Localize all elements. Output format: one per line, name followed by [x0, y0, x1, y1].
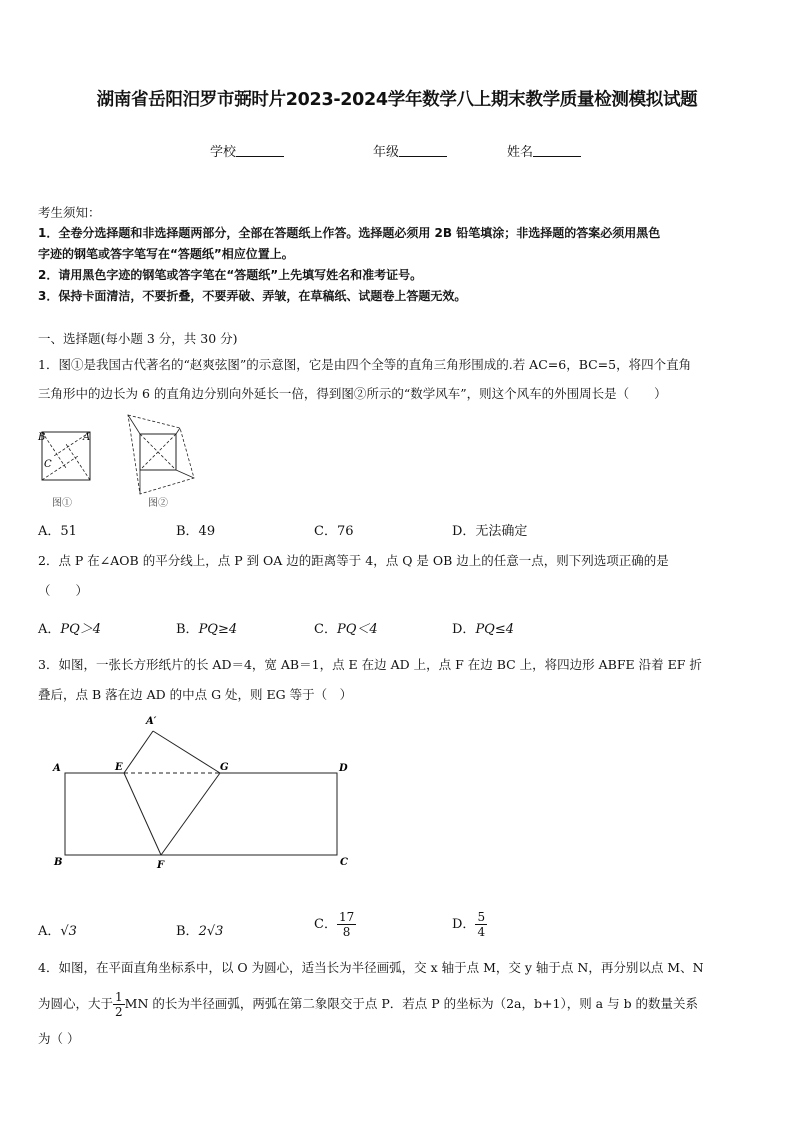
q1-option-b[interactable]: B．49: [176, 524, 216, 539]
q3-option-a[interactable]: [38, 920, 77, 939]
q4-line-2: [38, 990, 698, 1019]
q1-option-c[interactable]: C．76: [314, 524, 354, 539]
name-label: 姓名: [507, 145, 534, 160]
grade-field: [373, 141, 447, 160]
q3-option-c-letter: C．: [314, 917, 337, 932]
notice-heading: 考生须知：: [38, 205, 101, 220]
notice-item-3: 3．保持卡面清洁，不要折叠，不要弄破、弄皱，在草稿纸、试题卷上答题无效。: [38, 289, 467, 303]
q2-line-1: 2．点 P 在∠AOB 的平分线上，点 P 到 OA 边的距离等于 4，点 Q 是 OB 边上的任意一点，则下列选项正确的是: [38, 553, 669, 568]
q3-label-D: D: [339, 763, 348, 774]
q3-option-d-denominator: 4: [477, 925, 486, 939]
q3-label-B: B: [54, 857, 63, 868]
school-label: 学校: [210, 145, 237, 160]
q3-option-d-letter: D．: [452, 917, 476, 932]
q3-label-F: F: [157, 860, 165, 871]
grade-blank[interactable]: [399, 144, 447, 157]
q3-option-d-numerator: 5: [477, 910, 486, 924]
name-field: [507, 141, 581, 160]
school-blank[interactable]: [236, 144, 284, 157]
q4-half-denominator: 2: [115, 1005, 123, 1019]
q3-option-d[interactable]: [452, 910, 487, 939]
q2-option-c-math: PQ＜4: [336, 622, 378, 637]
q4-half-fraction: [113, 990, 125, 1019]
q2-option-b[interactable]: [176, 618, 237, 637]
q4-half-numerator: 1: [115, 990, 123, 1004]
q3-option-a-math: √3: [60, 924, 77, 939]
q4-line-3: 为（ ）: [38, 1031, 80, 1046]
q1-line-2: 三角形中的边长为 6 的直角边分别向外延长一倍，得到图②所示的“数学风车”，则这个风车的外围周长是（ ）: [38, 386, 667, 401]
q3-option-b-math: 2√3: [198, 924, 224, 939]
q2-option-a-letter: A．: [38, 622, 61, 637]
q3-option-c-denominator: 8: [342, 925, 351, 939]
section-heading: 一、选择题(每小题 3 分，共 30 分): [38, 331, 238, 346]
q2-option-d-math: PQ≤4: [475, 622, 515, 637]
q3-label-G: G: [220, 762, 229, 773]
q4-line-2-start: 为圆心，大于: [38, 996, 114, 1011]
q2-option-a-math: PQ＞4: [60, 622, 102, 637]
q3-line-2: 叠后，点 B 落在边 AD 的中点 G 处，则 EG 等于（ ）: [38, 687, 353, 702]
name-blank[interactable]: [533, 144, 581, 157]
q2-line-2: （ ）: [38, 583, 89, 598]
q3-option-c-numerator: 17: [338, 910, 355, 924]
q1-figure-1: [37, 432, 90, 509]
q2-option-b-math: PQ≥4: [198, 622, 238, 637]
q2-option-a[interactable]: [38, 618, 101, 637]
notice-item-1b: 字迹的钢笔或答字笔写在“答题纸”相应位置上。: [38, 247, 294, 261]
q2-option-c[interactable]: [314, 618, 378, 637]
q3-option-b[interactable]: [176, 920, 223, 939]
fig1-caption: 图①: [52, 498, 72, 509]
q1-line-1: 1．图①是我国古代著名的“赵爽弦图”的示意图，它是由四个全等的直角三角形围成的.若 AC=6，BC=5，将四个直角: [38, 357, 692, 372]
q3-figure: [40, 710, 360, 880]
q4-line-2-end: MN 的长为半径画弧，两弧在第二象限交于点 P．若点 P 的坐标为（2a，b+1），则 a 与 b 的数量关系: [124, 996, 699, 1011]
q1-option-d[interactable]: D．无法确定: [452, 524, 528, 539]
q1-figure-2: [118, 410, 198, 510]
q3-option-d-fraction: [475, 910, 487, 939]
school-field: [210, 141, 284, 160]
q3-label-E: E: [115, 762, 123, 773]
grade-label: 年级: [373, 145, 400, 160]
fig1-label-B: B: [38, 432, 46, 443]
fig1-label-A: A: [83, 432, 91, 443]
q2-option-c-letter: C．: [314, 622, 337, 637]
q3-option-c-fraction: [337, 910, 356, 939]
q3-option-b-letter: B．: [176, 924, 199, 939]
q3-label-A: A: [53, 763, 61, 774]
q3-label-C: C: [340, 857, 348, 868]
q4-line-1: 4．如图，在平面直角坐标系中，以 O 为圆心，适当长为半径画弧，交 x 轴于点 M，交 y 轴于点 N，再分别以点 M、N: [38, 960, 704, 975]
fig2-caption: 图②: [148, 498, 168, 509]
q3-option-a-letter: A．: [38, 924, 61, 939]
q2-option-d[interactable]: [452, 618, 514, 637]
q3-option-c[interactable]: [314, 910, 356, 939]
page-title: 湖南省岳阳汨罗市弼时片2023-2024学年数学八上期末教学质量检测模拟试题: [96, 90, 698, 110]
notice-item-1a: 1．全卷分选择题和非选择题两部分，全部在答题纸上作答。选择题必须用 2B 铅笔填涂；非选择题的答案必须用黑色: [38, 226, 661, 240]
notice-item-2: 2．请用黑色字迹的钢笔或答字笔在“答题纸”上先填写姓名和准考证号。: [38, 268, 423, 282]
q2-option-b-letter: B．: [176, 622, 199, 637]
fig1-label-C: C: [44, 459, 52, 470]
q2-option-d-letter: D．: [452, 622, 476, 637]
q1-option-a[interactable]: A．51: [38, 524, 77, 539]
q3-label-A-prime: A′: [146, 716, 157, 727]
q3-line-1: 3．如图，一张长方形纸片的长 AD＝4，宽 AB＝1，点 E 在边 AD 上，点 F 在边 BC 上，将四边形 ABFE 沿着 EF 折: [38, 657, 702, 672]
